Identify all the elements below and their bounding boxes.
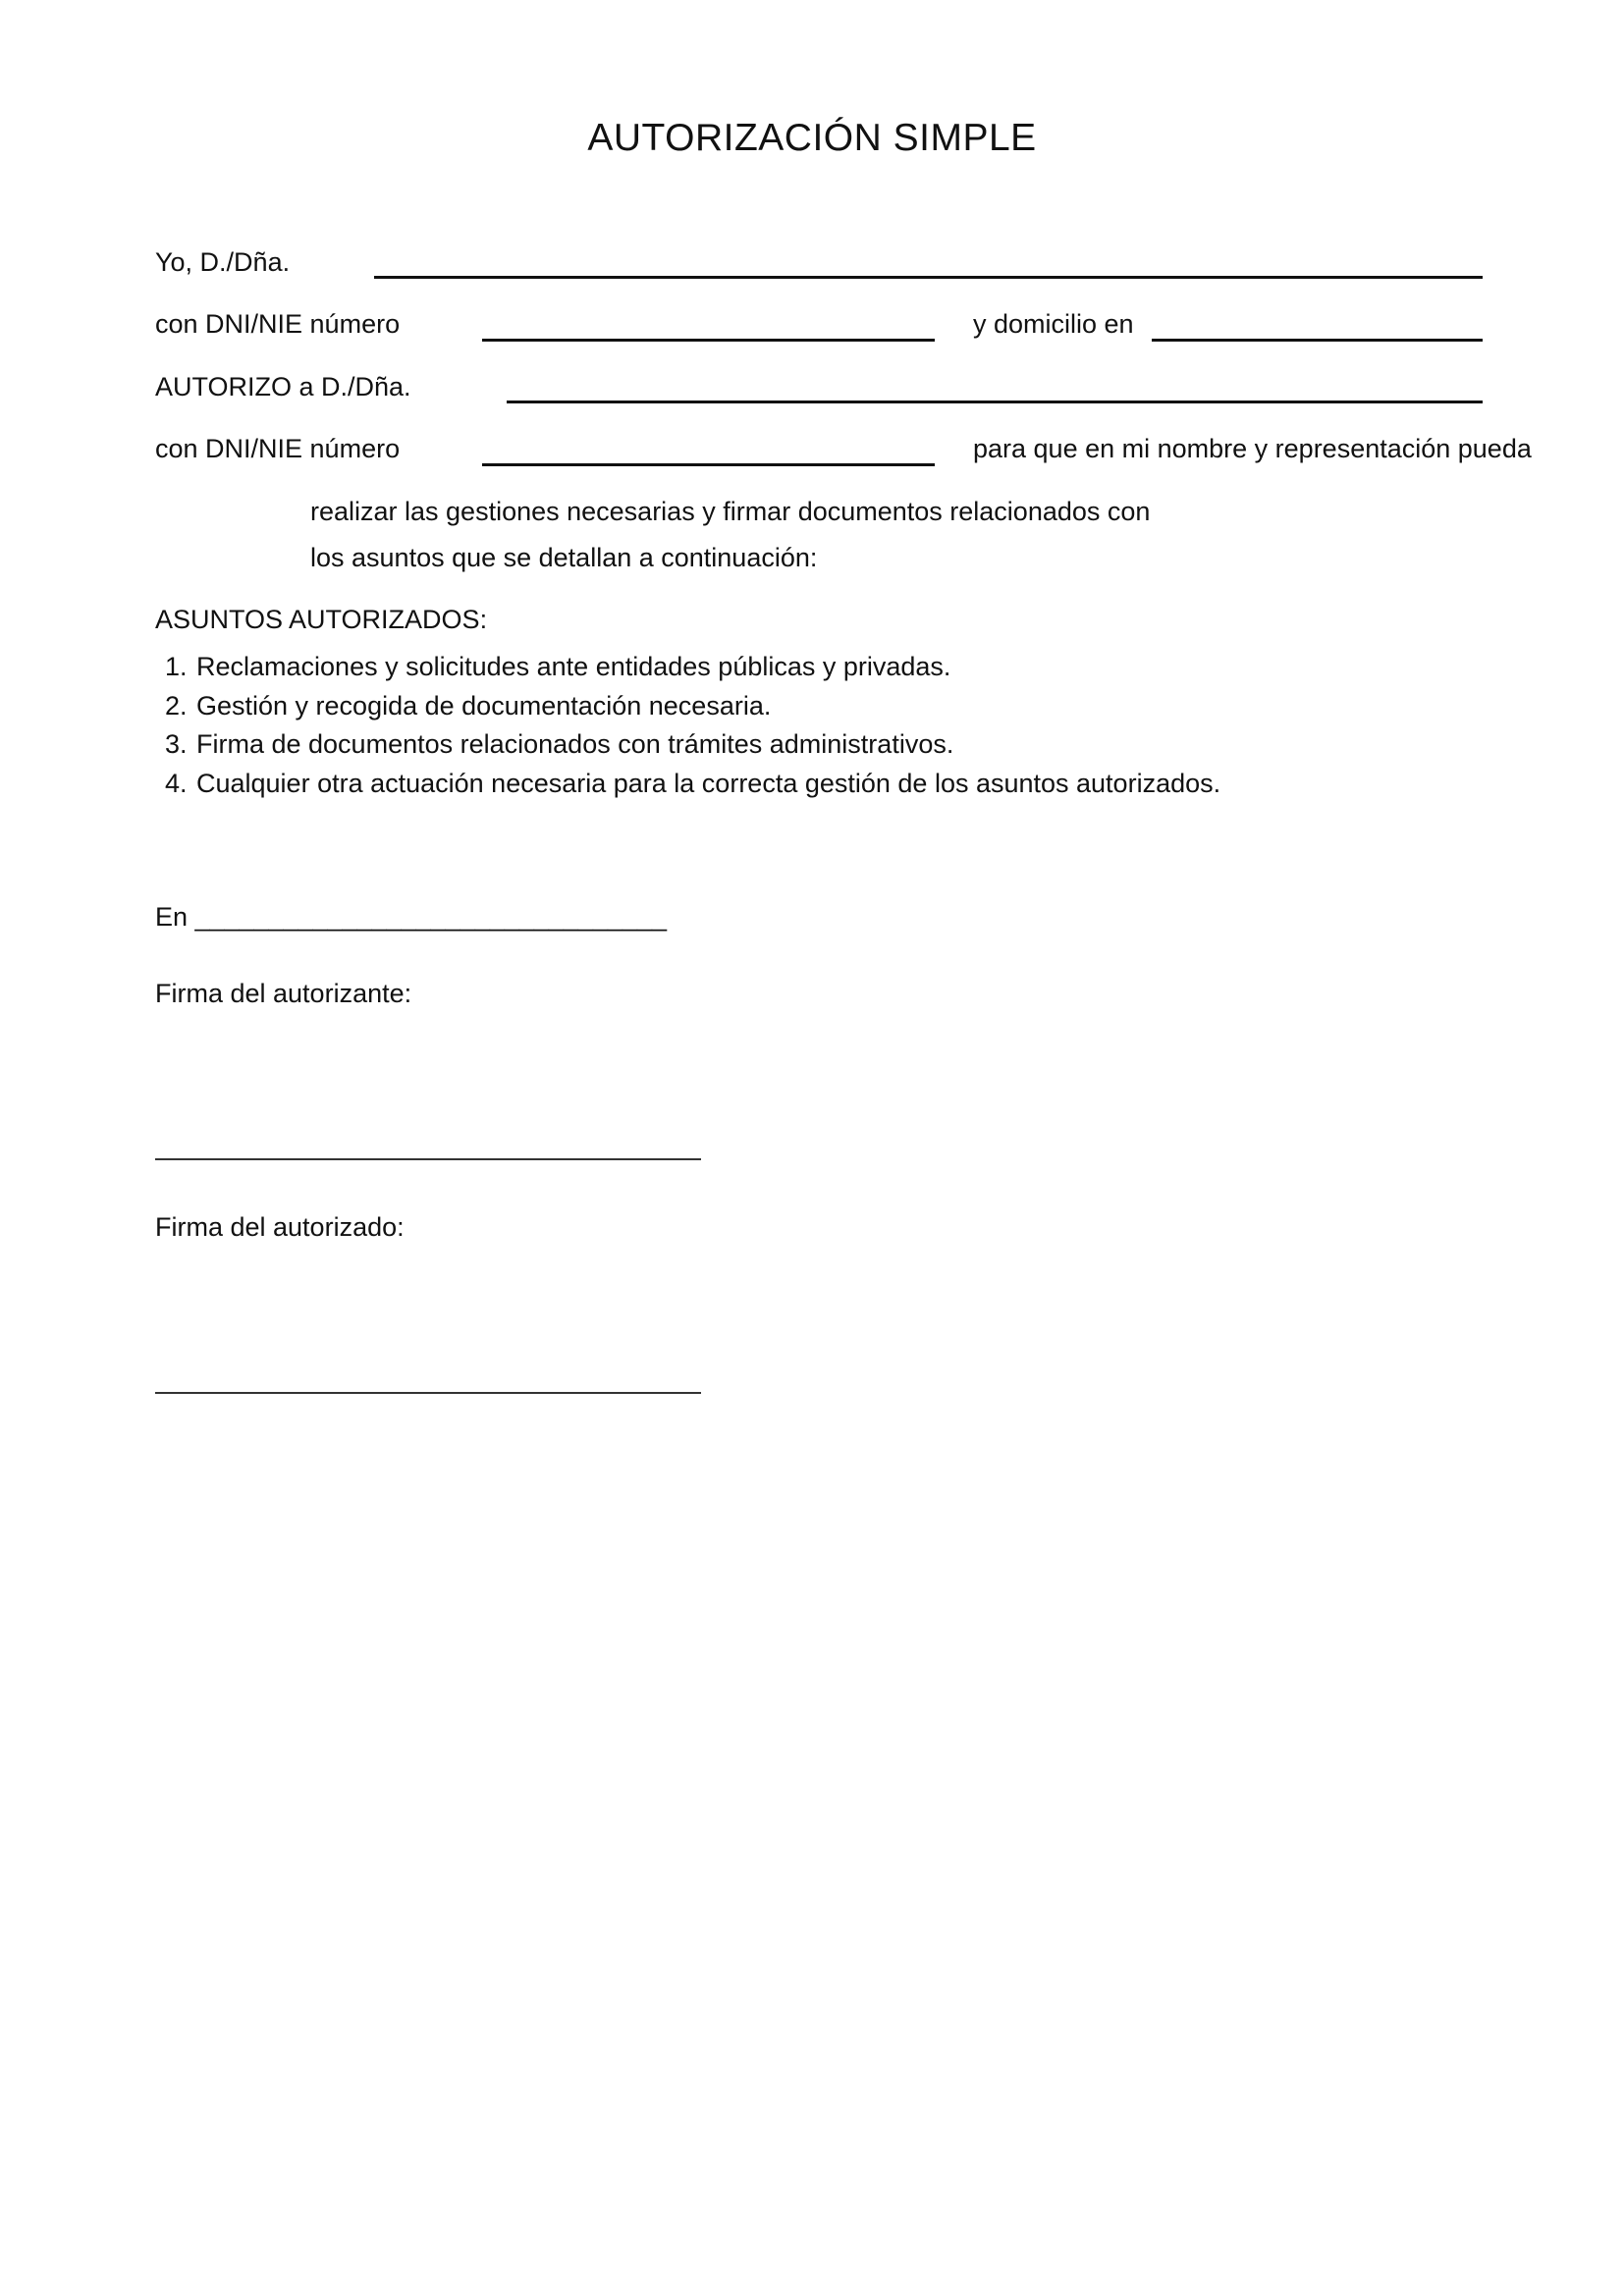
para-que-text: para que en mi nombre y representación pueda [973,434,1532,463]
asunto-item: 1. Reclamaciones y solicitudes ante entidades públicas y privadas. [194,648,1220,687]
body-line-1: realizar las gestiones necesarias y firmar documentos relacionados con [310,497,1151,526]
firma-autorizado-label: Firma del autorizado: [155,1212,405,1242]
dni-label-autorizante: con DNI/NIE número [155,309,401,339]
lugar-field[interactable]: En ________________________________ [155,902,668,932]
asunto-item: 3. Firma de documentos relacionados con trámites administrativos. [194,725,1220,765]
autorizado-dni-field[interactable] [482,463,935,466]
asuntos-list [165,648,1220,803]
yo-label: Yo, D./Dña. [155,247,291,277]
domicilio-field[interactable] [1152,339,1483,342]
asunto-item: 2. Gestión y recogida de documentación necesaria. [194,687,1220,726]
autorizo-label: AUTORIZO a D./Dña. [155,372,411,401]
autorizado-name-field[interactable] [507,400,1483,403]
domicilio-label: y domicilio en [973,309,1134,339]
asuntos-heading: ASUNTOS AUTORIZADOS: [155,605,488,634]
asunto-item: 4. Cualquier otra actuación necesaria para la correcta gestión de los asuntos autorizados. [194,765,1220,804]
firma-autorizante-line[interactable] [155,1158,701,1160]
autorizante-dni-field[interactable] [482,339,935,342]
autorizante-name-field[interactable] [374,276,1483,279]
body-line-2: los asuntos que se detallan a continuación: [310,543,818,572]
dni-label-autorizado: con DNI/NIE número [155,434,401,463]
document-title: AUTORIZACIÓN SIMPLE [587,117,1037,159]
firma-autorizado-line[interactable] [155,1392,701,1394]
firma-autorizante-label: Firma del autorizante: [155,979,412,1008]
